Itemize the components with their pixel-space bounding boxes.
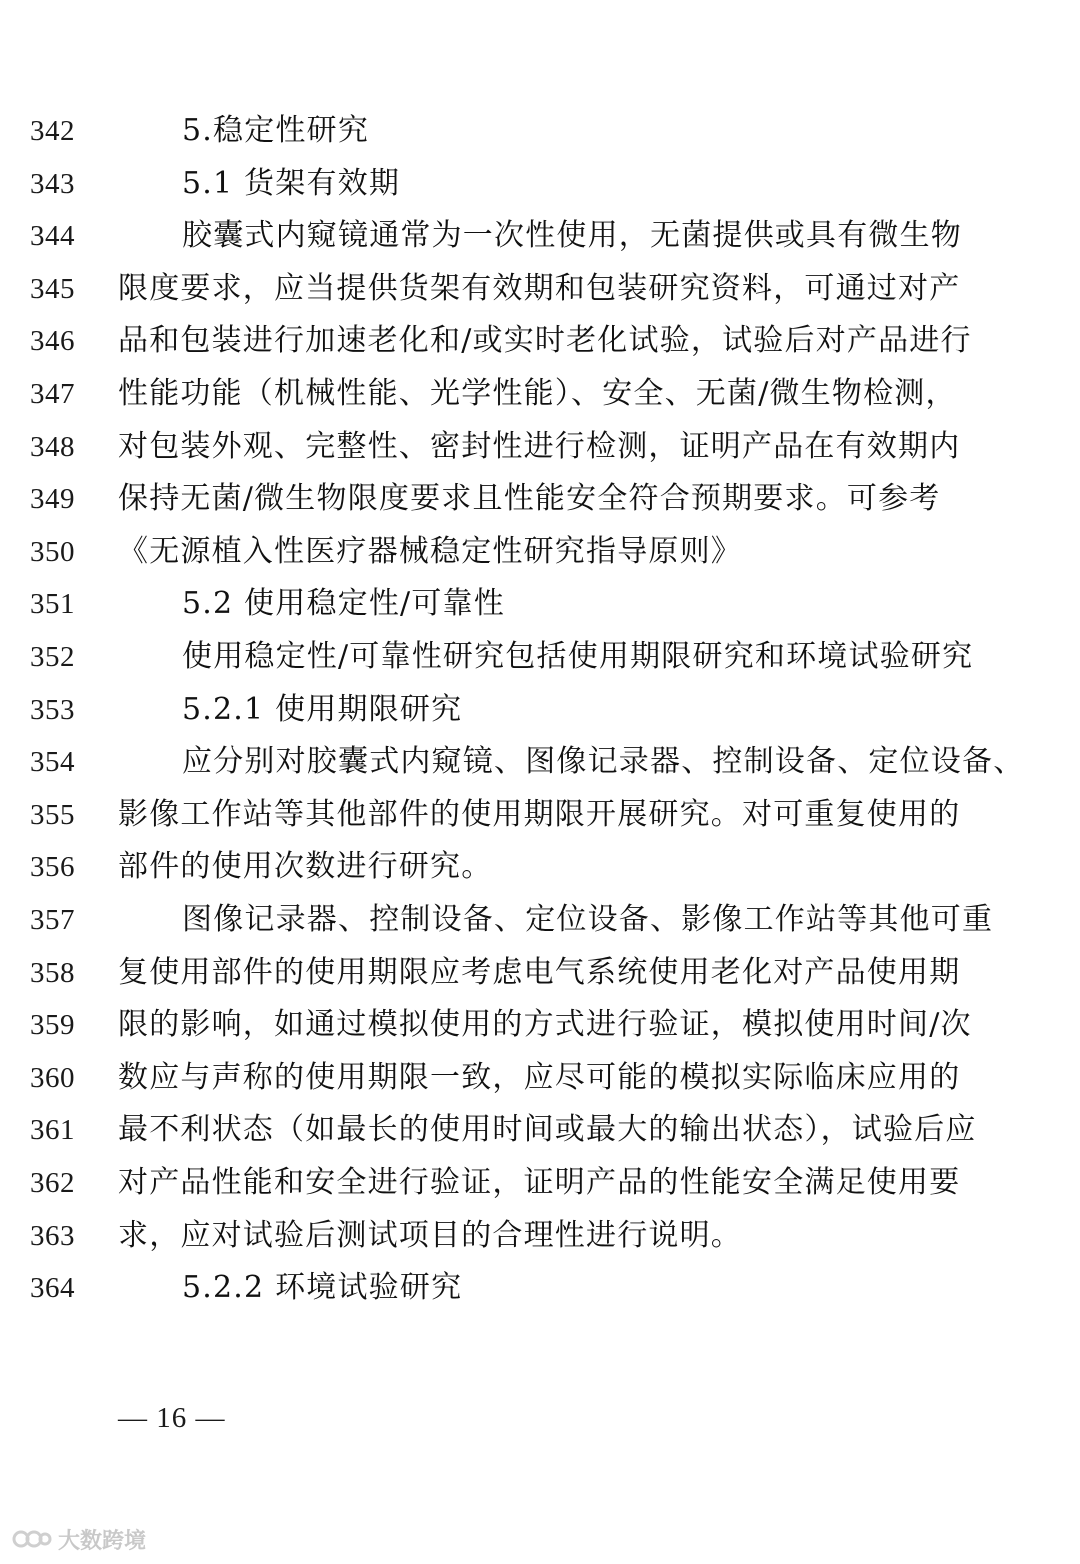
line-number: 358	[30, 956, 75, 989]
document-line	[0, 1262, 1080, 1314]
document-line	[0, 368, 1080, 420]
document-line	[0, 473, 1080, 525]
watermark-text: 大数跨境	[58, 1528, 147, 1554]
line-text: 部件的使用次数进行研究。	[118, 849, 493, 885]
document-line	[0, 1157, 1080, 1209]
line-text: 影像工作站等其他部件的使用期限开展研究。对可重复使用的	[118, 796, 961, 832]
document-line	[0, 841, 1080, 893]
document-line	[0, 631, 1080, 683]
line-text: 限的影响，如通过模拟使用的方式进行验证，模拟使用时间/次	[118, 1007, 972, 1043]
document-line	[0, 578, 1080, 630]
line-number: 346	[30, 325, 75, 358]
line-text: 5.稳定性研究	[182, 113, 370, 148]
line-text: 使用稳定性/可靠性研究包括使用期限研究和环境试验研究	[182, 639, 974, 674]
document-line	[0, 105, 1080, 157]
line-text: 5.2.1 使用期限研究	[182, 691, 463, 727]
document-line	[0, 421, 1080, 473]
line-text: 5.1 货架有效期	[182, 165, 401, 201]
line-number: 350	[30, 535, 75, 568]
line-number: 355	[30, 798, 75, 831]
line-number: 343	[30, 167, 75, 200]
line-number: 359	[30, 1009, 75, 1042]
line-text: 应分别对胶囊式内窥镜、图像记录器、控制设备、定位设备、	[182, 744, 1025, 780]
line-number: 352	[30, 641, 75, 673]
line-number: 361	[30, 1114, 75, 1147]
document-line	[0, 526, 1080, 578]
page-number: — 16 —	[118, 1402, 226, 1434]
document-line	[0, 1104, 1080, 1156]
document-line	[0, 1210, 1080, 1262]
document-line	[0, 684, 1080, 736]
document-line	[0, 315, 1080, 367]
document-line	[0, 158, 1080, 210]
line-text: 胶囊式内窥镜通常为一次性使用，无菌提供或具有微生物	[182, 218, 962, 254]
line-number: 364	[30, 1272, 75, 1305]
document-line	[0, 894, 1080, 946]
line-text: 复使用部件的使用期限应考虑电气系统使用老化对产品使用期	[118, 954, 961, 990]
line-text: 限度要求，应当提供货架有效期和包装研究资料，可通过对产	[118, 270, 961, 306]
line-number: 362	[30, 1167, 75, 1199]
line-text: 求，应对试验后测试项目的合理性进行说明。	[118, 1217, 742, 1253]
watermark	[12, 1524, 146, 1554]
line-number: 360	[30, 1061, 75, 1094]
document-line	[0, 1052, 1080, 1104]
line-text: 最不利状态（如最长的使用时间或最大的输出状态），试验后应	[118, 1112, 977, 1148]
brand-logo-icon	[12, 1527, 52, 1551]
document-line	[0, 999, 1080, 1051]
line-number: 357	[30, 904, 75, 936]
line-text: 对包装外观、完整性、密封性进行检测，证明产品在有效期内	[118, 428, 961, 464]
document-line	[0, 263, 1080, 315]
line-number: 344	[30, 220, 75, 253]
line-number: 342	[30, 115, 75, 147]
line-number: 354	[30, 746, 75, 779]
line-number: 353	[30, 693, 75, 726]
line-number: 363	[30, 1219, 75, 1252]
line-text: 性能功能（机械性能、光学性能）、安全、无菌/微生物检测，	[118, 376, 957, 411]
line-text: 数应与声称的使用期限一致，应尽可能的模拟实际临床应用的	[118, 1059, 961, 1095]
line-text: 品和包装进行加速老化和/或实时老化试验，试验后对产品进行	[118, 323, 972, 359]
document-line	[0, 210, 1080, 262]
line-number: 347	[30, 378, 75, 410]
document-line	[0, 789, 1080, 841]
line-number: 348	[30, 430, 75, 463]
line-text: 5.2.2 环境试验研究	[182, 1270, 463, 1306]
document-line	[0, 736, 1080, 788]
line-text: 对产品性能和安全进行验证，证明产品的性能安全满足使用要	[118, 1165, 961, 1200]
line-text: 《无源植入性医疗器械稳定性研究指导原则》	[118, 533, 742, 569]
document-line	[0, 947, 1080, 999]
line-number: 356	[30, 851, 75, 884]
line-number: 351	[30, 588, 75, 621]
line-text: 5.2 使用稳定性/可靠性	[182, 586, 505, 622]
line-number: 349	[30, 483, 75, 516]
line-text: 保持无菌/微生物限度要求且性能安全符合预期要求。可参考	[118, 481, 941, 517]
line-text: 图像记录器、控制设备、定位设备、影像工作站等其他可重	[182, 902, 994, 937]
line-number: 345	[30, 272, 75, 305]
